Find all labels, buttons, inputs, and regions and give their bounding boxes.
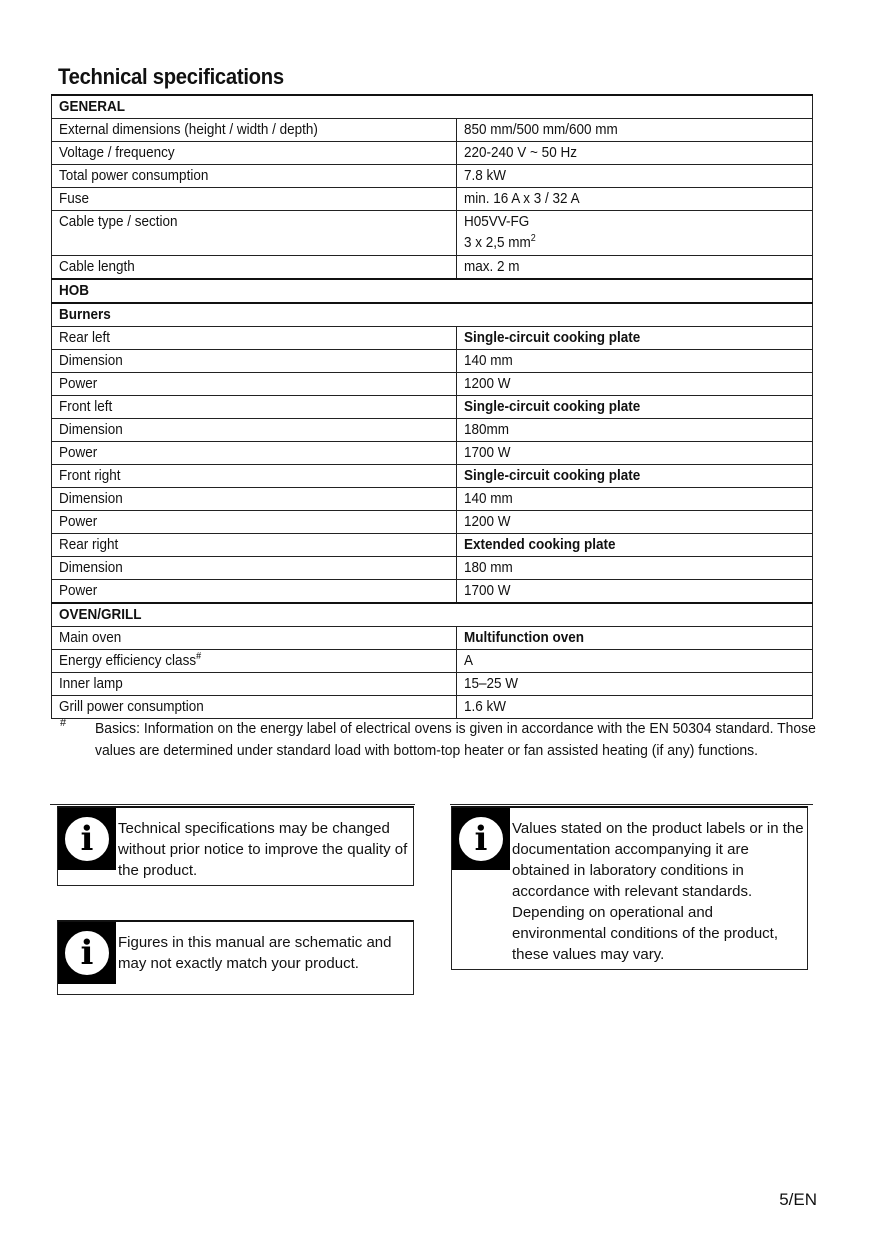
footnote-mark: # — [60, 717, 67, 729]
footnote-text: Basics: Information on the energy label of electrical ovens is given in accordance with the EN 50304 standard. Those values are determined under standard load with bottom-top heater or fan assisted heating (if any) functions. — [95, 720, 816, 759]
table-row — [52, 442, 813, 465]
row-value: Multifunction oven — [464, 629, 584, 646]
table-row — [52, 465, 813, 488]
table-row — [52, 396, 813, 419]
row-label: Power — [59, 582, 98, 599]
row-label: Cable type / section — [59, 213, 178, 230]
info-note-text: Figures in this manual are schematic and may not exactly match your product. — [118, 934, 392, 972]
divider-right — [450, 804, 813, 805]
row-value: 7.8 kW — [464, 167, 507, 184]
row-label: Voltage / frequency — [59, 144, 175, 161]
row-label: Main oven — [59, 629, 122, 646]
row-value: Single-circuit cooking plate — [464, 329, 641, 346]
table-row — [52, 650, 813, 673]
row-label: Total power consumption — [59, 167, 209, 184]
superscript: 2 — [530, 233, 536, 244]
table-row — [52, 673, 813, 696]
row-value: Extended cooking plate — [464, 536, 616, 553]
row-label: Energy efficiency class — [59, 652, 197, 669]
row-label: Power — [59, 444, 98, 461]
row-label: Dimension — [59, 421, 123, 438]
row-label: Cable length — [59, 258, 135, 275]
info-note-specs — [57, 806, 414, 886]
info-note-text: Technical specifications may be changed without prior notice to improve the quality of the product. — [118, 820, 408, 879]
page-title: Technical specifications — [58, 64, 284, 89]
footnote-marker: # — [196, 651, 202, 662]
row-value: H05VV-FG — [464, 213, 530, 230]
subsection-burners — [52, 303, 813, 327]
info-icon: i — [58, 808, 116, 870]
info-note-values — [451, 806, 808, 970]
table-row — [52, 488, 813, 511]
info-icon: i — [452, 808, 510, 870]
table-row — [52, 534, 813, 557]
footnote — [58, 718, 818, 762]
table-row — [52, 419, 813, 442]
row-value: 140 mm — [464, 352, 513, 369]
table-row — [52, 373, 813, 396]
row-label: External dimensions (height / width / depth) — [59, 121, 318, 138]
table-row — [52, 119, 813, 142]
row-value: Single-circuit cooking plate — [464, 467, 641, 484]
row-value: 1700 W — [464, 582, 511, 599]
page-number: 5/EN — [779, 1190, 817, 1209]
row-value: 1200 W — [464, 375, 511, 392]
section-heading: GENERAL — [59, 98, 126, 115]
row-value: max. 2 m — [464, 258, 520, 275]
row-label: Power — [59, 513, 98, 530]
row-value: 140 mm — [464, 490, 513, 507]
subsection-heading: Burners — [59, 306, 111, 323]
row-value: Single-circuit cooking plate — [464, 398, 641, 415]
table-row — [52, 188, 813, 211]
table-row — [52, 557, 813, 580]
section-hob — [52, 279, 813, 303]
section-heading: OVEN/GRILL — [59, 606, 142, 623]
table-row — [52, 165, 813, 188]
row-value: 15–25 W — [464, 675, 519, 692]
row-value: A — [464, 652, 474, 669]
row-label: Rear right — [59, 536, 119, 553]
section-general — [52, 95, 813, 119]
table-row — [52, 142, 813, 165]
row-value: 180mm — [464, 421, 510, 438]
info-note-figures — [57, 920, 414, 995]
table-row — [52, 580, 813, 604]
section-oven-grill — [52, 603, 813, 627]
row-value: 220-240 V ~ 50 Hz — [464, 144, 577, 161]
row-label: Fuse — [59, 190, 90, 207]
spec-table — [51, 94, 813, 719]
row-label: Power — [59, 375, 98, 392]
info-icon: i — [58, 922, 116, 984]
row-label: Front left — [59, 398, 113, 415]
table-row — [52, 350, 813, 373]
table-row — [52, 627, 813, 650]
table-row — [52, 511, 813, 534]
row-label: Dimension — [59, 490, 123, 507]
table-row — [52, 211, 813, 256]
row-label: Dimension — [59, 559, 123, 576]
divider-left — [50, 804, 415, 805]
row-label: Rear left — [59, 329, 111, 346]
row-value: 1700 W — [464, 444, 511, 461]
row-label: Inner lamp — [59, 675, 123, 692]
table-row — [52, 256, 813, 280]
row-value: min. 16 A x 3 / 32 A — [464, 190, 580, 207]
row-value: 1200 W — [464, 513, 511, 530]
table-row — [52, 696, 813, 719]
info-note-text: Values stated on the product labels or in the documentation accompanying it are obtained in laboratory conditions in accordance with relevant standards. Depending on operational and environmental conditions of the product, these values may vary. — [512, 820, 804, 963]
row-label-with-sup — [59, 650, 201, 671]
section-heading: HOB — [59, 282, 90, 299]
row-value-line2 — [464, 232, 536, 253]
row-label: Dimension — [59, 352, 123, 369]
row-label: Grill power consumption — [59, 698, 204, 715]
table-row — [52, 327, 813, 350]
row-value: 180 mm — [464, 559, 513, 576]
row-value: 1.6 kW — [464, 698, 507, 715]
cable-section-value: 3 x 2,5 mm — [464, 234, 531, 251]
row-label: Front right — [59, 467, 121, 484]
row-value: 850 mm/500 mm/600 mm — [464, 121, 618, 138]
